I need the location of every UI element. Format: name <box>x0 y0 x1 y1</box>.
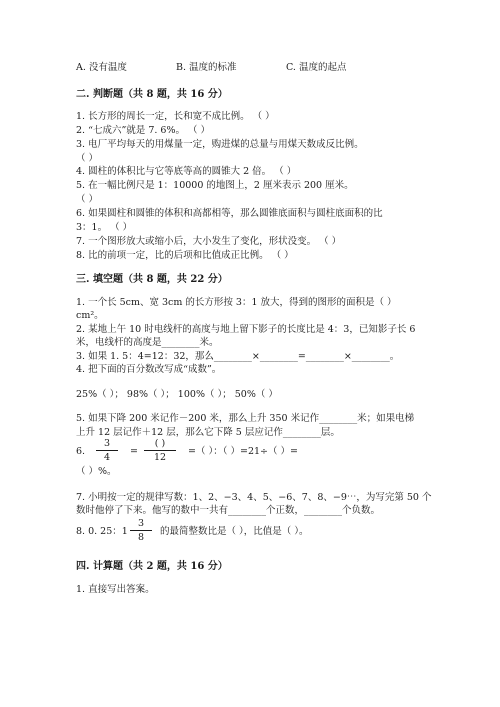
fill-q6-rest: =（ ）：（ ）=21÷（ ）= <box>188 446 298 457</box>
option-b: B. 温度的标准 <box>176 62 237 73</box>
fraction-numerator: 3 <box>130 518 152 531</box>
fill-q2-cont: 米，电线杆的高度是________米。 <box>76 337 219 348</box>
fill-q8-label: 8. 0. 25：1 <box>76 526 128 537</box>
section-heading-fill: 三. 填空题（共 8 题，共 22 分） <box>76 274 228 285</box>
fraction-numerator: 3 <box>96 438 118 451</box>
fill-q7-cont: 数时他停了下来。他写的数中一共有________个正数，________个负数。 <box>76 505 381 516</box>
fill-q1: 1. 一个长 5cm、宽 3cm 的长方形按 3：1 放大，得到的图形的面积是（ ） <box>76 297 397 308</box>
fill-q4-answers: 25%（ ）； 98%（ ）； 100%（ ）； 50%（ ） <box>76 389 278 400</box>
fraction-denominator: 12 <box>153 452 167 463</box>
fill-q7: 7. 小明按一定的规律写数：1、2、−3、4、5、−6、7、8、−9⋯，为写完第 50 个 <box>76 492 432 503</box>
judgment-item-answer: （ ） <box>76 153 99 164</box>
fraction-blank-over-twelve <box>144 438 176 463</box>
judgment-item-cont: 3：1。 （ ） <box>76 222 133 233</box>
fraction-three-quarters <box>96 438 118 463</box>
fill-q6-label: 6. <box>76 446 86 457</box>
judgment-item: 2. “七成六”就是 7. 6%。 （ ） <box>76 125 211 136</box>
fill-q8-rest: 的最简整数比是（ ），比值是（ ）。 <box>160 526 309 537</box>
fill-q5-cont: 上升 12 层记作＋12 层，那么它下降 5 层应记作________层。 <box>76 427 340 438</box>
judgment-item: 3. 电厂平均每天的用煤量一定，购进煤的总量与用煤天数成反比例。 <box>76 139 364 150</box>
judgment-item: 1. 长方形的周长一定，长和宽不成比例。 （ ） <box>76 111 275 122</box>
calc-q1: 1. 直接写出答案。 <box>76 584 155 595</box>
fill-q4: 4. 把下面的百分数改写成“成数”。 <box>76 364 222 375</box>
option-a: A. 没有温度 <box>76 62 127 73</box>
option-c: C. 温度的起点 <box>286 62 347 73</box>
section-heading-calc: 四. 计算题（共 2 题，共 16 分） <box>76 561 228 572</box>
fraction-denominator: 4 <box>103 452 111 463</box>
fraction-denominator: 8 <box>137 532 145 543</box>
judgment-item: 4. 圆柱的体积比与它等底等高的圆锥大 2 倍。 （ ） <box>76 166 297 177</box>
judgment-item-answer: （ ） <box>76 194 99 205</box>
fill-q2: 2. 某地上午 10 时电线杆的高度与地上留下影子的长度比是 4：3，已知影子长 6 <box>76 324 416 335</box>
fill-q1-cont: cm²。 <box>76 310 104 321</box>
judgment-item: 8. 比的前项一定，比的后项和比值成正比例。 （ ） <box>76 250 294 261</box>
fill-q3: 3. 如果 1. 5：4=12：32，那么________×________=________×________。 <box>76 351 400 362</box>
judgment-item: 5. 在一幅比例尺是 1：10000 的地图上，2 厘米表示 200 厘米。 <box>76 180 354 191</box>
judgment-item: 7. 一个图形放大或缩小后，大小发生了变化，形状没变。 （ ） <box>76 236 342 247</box>
fill-q5: 5. 如果下降 200 米记作－200 米，那么上升 350 米记作________米；如果电梯 <box>76 413 415 424</box>
section-heading-judgment: 二. 判断题（共 8 题，共 16 分） <box>76 89 228 100</box>
equals-sign: = <box>130 446 138 457</box>
judgment-item: 6. 如果圆柱和圆锥的体积和高都相等，那么圆锥底面积与圆柱底面积的比 <box>76 208 383 219</box>
fraction-three-eighths <box>130 518 152 543</box>
fill-q6-cont: （ ）%。 <box>76 466 117 477</box>
fraction-numerator: ( ) <box>144 438 176 451</box>
